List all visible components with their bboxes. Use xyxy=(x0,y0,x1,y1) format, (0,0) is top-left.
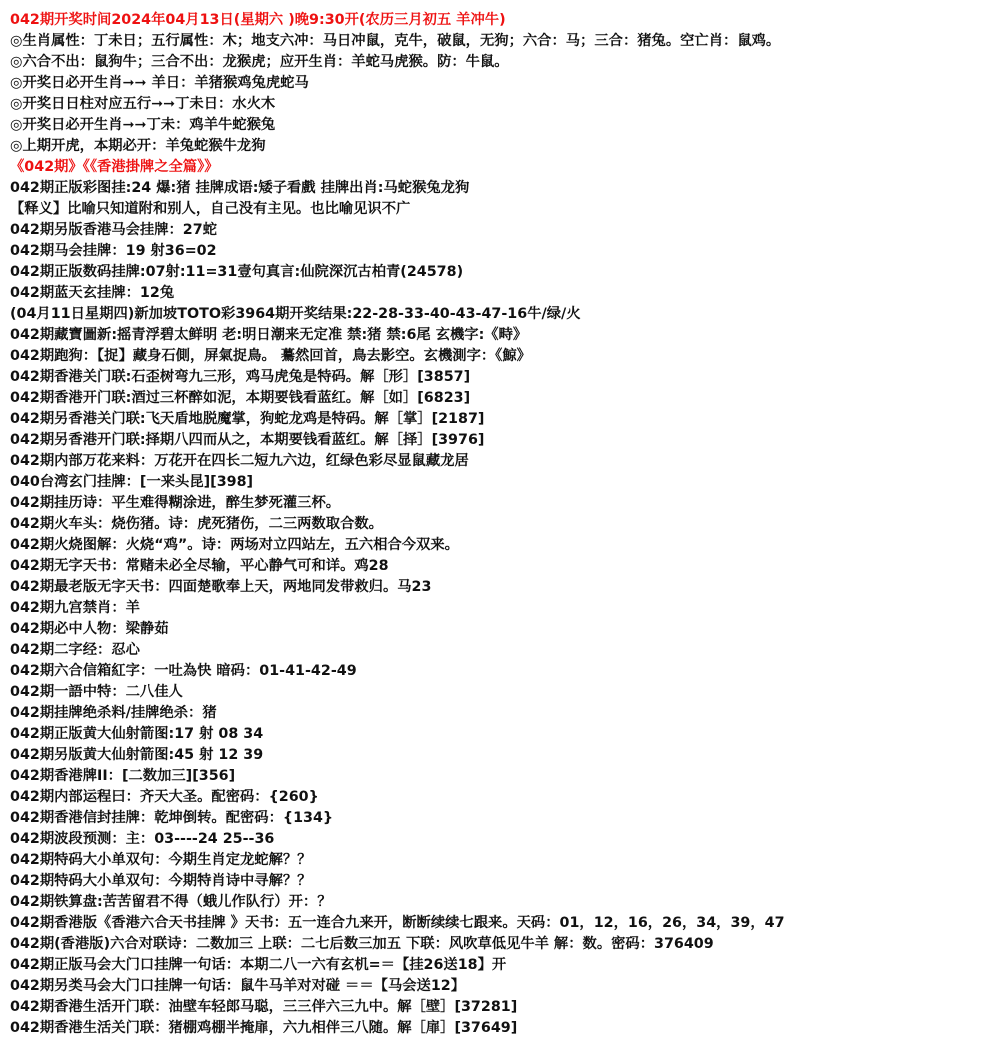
text-line: 042期必中人物：梁静茹 xyxy=(10,621,169,637)
text-line: 042期正版彩图挂:24 爆:猪 挂牌成语:矮子看戲 挂牌出肖:马蛇猴兔龙狗 xyxy=(10,180,470,196)
text-line: (04月11日星期四)新加坡TOTO彩3964期开奖结果:22-28-33-40-43-47-16牛/绿/火 xyxy=(10,306,581,322)
text-line: 042期香港牌II：[二数加三][356] xyxy=(10,768,236,784)
text-line: 042期香港信封挂牌：乾坤倒转。配密码：{134} xyxy=(10,810,334,826)
text-line: 042期香港生活开门联：油壁车轻郎马聪，三三伴六三九中。解［壁］[37281] xyxy=(10,999,518,1015)
text-line: 042期另类马会大门口挂牌一句话：鼠牛马羊对对碰 ＝＝【马会送12】 xyxy=(10,978,466,994)
text-line: 042期香港开门联:酒过三杯醉如泥，本期要钱看蓝红。解［如］[6823] xyxy=(10,390,471,406)
text-line: 042期正版数码挂牌:07射:11=31壹句真言:仙院深沉古柏青(24578) xyxy=(10,264,464,280)
text-line: 042期挂牌绝杀料/挂牌绝杀：猪 xyxy=(10,705,217,721)
text-line: 042期火烧图解：火烧“鸡”。诗：两场对立四站左，五六相合今双来。 xyxy=(10,537,459,553)
text-line: 042期最老版无字天书：四面楚歌奉上天，两地同发带救归。马23 xyxy=(10,579,432,595)
text-line: 042期二字经：忍心 xyxy=(10,642,140,658)
text-line: 042期另版黄大仙射箭图:45 射 12 39 xyxy=(10,747,264,763)
text-line: 042期内部万花来料：万花开在四长二短九六边，红绿色彩尽显鼠藏龙居 xyxy=(10,453,469,469)
text-line: 042期跑狗：【捉】藏身石側，屏氣捉鳥。 驀然回首，鳥去影空。玄機測字：《鯨》 xyxy=(10,348,531,364)
text-line: 042期波段预测：主：03----24 25--36 xyxy=(10,831,275,847)
text-line: 042期另香港开门联:择期八四而从之，本期要钱看蓝红。解［择］[3976] xyxy=(10,432,485,448)
text-line: 042期(香港版)六合对联诗：二数加三 上联：二七后数三加五 下联：风吹草低见牛羊 解：数。密码：376409 xyxy=(10,936,714,952)
text-line: 042期九宫禁肖：羊 xyxy=(10,600,140,616)
header-line: 042期开奖时间2024年04月13日(星期六 )晚9:30开(农历三月初五 羊冲牛) xyxy=(10,12,506,28)
text-line: 040台湾玄门挂牌：[一来头昆][398] xyxy=(10,474,254,490)
text-line: ◎开奖日必开生肖➞➞ 羊日：羊猪猴鸡兔虎蛇马 xyxy=(10,75,309,91)
text-line: ◎开奖日日柱对应五行➞➞丁未日：水火木 xyxy=(10,96,276,112)
text-line: 042期香港生活关门联：猪棚鸡棚半掩扉，六九相伴三八随。解［扉］[37649] xyxy=(10,1020,518,1036)
text-line: 042期六合信箱紅字：一吐為快 暗码：01-41-42-49 xyxy=(10,663,357,679)
text-line: ◎上期开虎，本期必开：羊兔蛇猴牛龙狗 xyxy=(10,138,266,154)
text-line: 042期火车头：烧伤猪。诗：虎死猪伤，二三两数取合数。 xyxy=(10,516,383,532)
text-line: ◎生肖属性：丁未日；五行属性：木；地支六冲：马日冲鼠，克牛，破鼠，无狗；六合：马；三合：猪兔。空亡肖：鼠鸡。 xyxy=(10,33,781,49)
text-line: 042期香港版《香港六合天书挂牌 》天书：五一连合九来开，断断续续七跟来。天码：01，12，16，26，34，39，47 xyxy=(10,915,785,931)
text-line: 042期铁算盘:苦苦留君不得（蛾儿作队行）开：？ xyxy=(10,894,332,910)
text-line: 042期挂历诗：平生难得糊涂进，醉生梦死灌三杯。 xyxy=(10,495,341,511)
text-line: 042期藏寶圖新:摇青浮碧太鲜明 老:明日潮来无定准 禁:猪 禁:6尾 玄機字:《畤》 xyxy=(10,327,528,343)
text-line: 042期另版香港马会挂牌：27蛇 xyxy=(10,222,218,238)
text-line: 042期无字天书：常赌未必全尽输，平心静气可和详。鸡28 xyxy=(10,558,389,574)
text-line: 042期一語中特：二八佳人 xyxy=(10,684,183,700)
header-line: 《042期》《《香港掛牌之全篇》》 xyxy=(10,159,219,175)
text-line: 042期正版马会大门口挂牌一句话：本期二八一六有玄机=＝【挂26送18】开 xyxy=(10,957,507,973)
text-line: 042期马会挂牌：19 射36=02 xyxy=(10,243,217,259)
text-line: 042期正版黄大仙射箭图:17 射 08 34 xyxy=(10,726,264,742)
text-line: 【释义】比喻只知道附和别人，自己没有主见。也比喻见识不广 xyxy=(10,201,411,217)
text-line: ◎开奖日必开生肖➞➞丁未：鸡羊牛蛇猴兔 xyxy=(10,117,276,133)
text-line: 042期另香港关门联:飞天盾地脱魔掌，狗蛇龙鸡是特码。解［掌］[2187] xyxy=(10,411,485,427)
text-line: 042期特码大小单双句：今期生肖定龙蛇解？？ xyxy=(10,852,312,868)
text-line: 042期蓝天玄挂牌：12兔 xyxy=(10,285,175,301)
text-line: ◎六合不出：鼠狗牛；三合不出：龙猴虎；应开生肖：羊蛇马虎猴。防：牛鼠。 xyxy=(10,54,509,70)
text-line: 042期香港关门联:石歪树弯九三形，鸡马虎兔是特码。解［形］[3857] xyxy=(10,369,471,385)
text-line: 042期内部运程曰：齐天大圣。配密码：{260} xyxy=(10,789,319,805)
text-line: 042期特码大小单双句：今期特肖诗中寻解？？ xyxy=(10,873,312,889)
